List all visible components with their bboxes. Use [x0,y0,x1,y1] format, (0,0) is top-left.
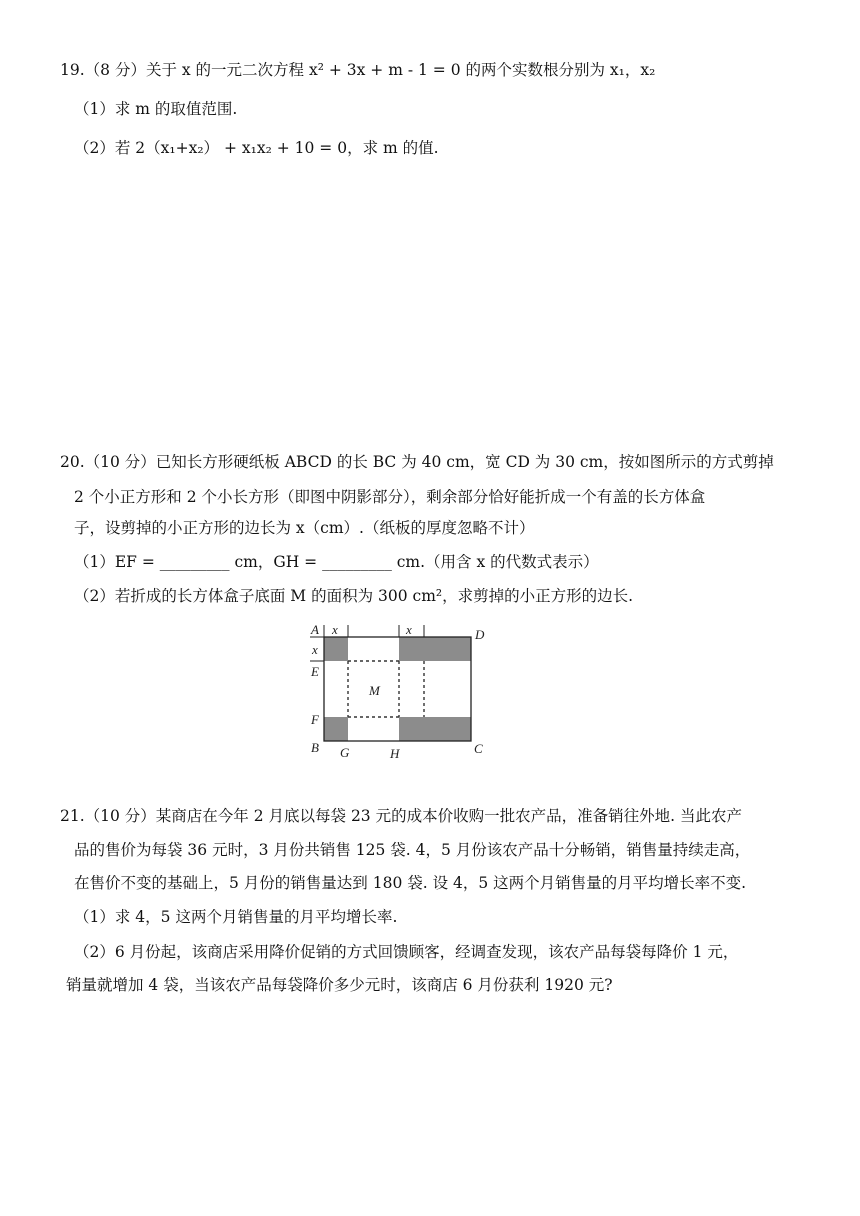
label-F: F [311,712,319,727]
q21-stem-line2: 品的售价为每袋 36 元时，3 月份共销售 125 袋. 4，5 月份该农产品十分畅销，销售量持续走高， [74,841,751,859]
label-D: D [475,627,485,642]
shade-top-left-square [324,637,348,661]
q20-stem-line3: 子，设剪掉的小正方形的边长为 x（cm）.（纸板的厚度忽略不计） [74,519,535,537]
label-x-left: x [312,642,318,657]
label-A: A [311,622,319,637]
q21-part2-line2: 销量就增加 4 袋，当该农产品每袋降价多少元时，该商店 6 月份获利 1920 元? [66,976,613,994]
q21-part1: （1）求 4，5 这两个月销售量的月平均增长率. [74,908,398,926]
q20-part2: （2）若折成的长方体盒子底面 M 的面积为 300 cm²，求剪掉的小正方形的边长. [74,587,634,605]
q21-stem-line1: 21.（10 分）某商店在今年 2 月底以每袋 23 元的成本价收购一批农产品，准备销往外地. 当此农产 [60,807,742,825]
shade-top-right-rect [399,637,471,661]
shade-bottom-right-rect [399,717,471,741]
fold-lines [348,661,424,717]
q19-stem: 19.（8 分）关于 x 的一元二次方程 x² + 3x + m - 1 = 0 的两个实数根分别为 x₁，x₂ [60,61,656,79]
q19-part2: （2）若 2（x₁+x₂） + x₁x₂ + 10 = 0，求 m 的值. [74,139,439,157]
q20-stem-line1: 20.（10 分）已知长方形硬纸板 ABCD 的长 BC 为 40 cm，宽 CD 为 30 cm，按如图所示的方式剪掉 [60,453,774,471]
label-x-top-right: x [406,622,412,637]
label-G: G [340,745,350,760]
q21-stem-line3: 在售价不变的基础上，5 月份的销售量达到 180 袋. 设 4，5 这两个月销售量的月平均增长率不变. [74,874,747,892]
shade-bottom-left-square [324,717,348,741]
label-B: B [311,740,319,755]
q21-part2-line1: （2）6 月份起，该商店采用降价促销的方式回馈顾客，经调查发现，该农产品每袋每降价 1 元， [74,943,739,961]
q20-part1: （1）EF = _________ cm，GH = _________ cm.（用含 x 的代数式表示） [74,553,599,571]
label-E: E [311,664,319,679]
q20-stem-line2: 2 个小正方形和 2 个小长方形（即图中阴影部分），剩余部分恰好能折成一个有盖的长方体盒 [74,488,706,506]
label-H: H [390,746,400,761]
label-C: C [474,741,483,756]
label-x-top-left: x [332,622,338,637]
q19-part1: （1）求 m 的取值范围. [74,100,238,118]
q20-cardboard-figure [300,620,500,765]
label-M: M [369,683,380,698]
